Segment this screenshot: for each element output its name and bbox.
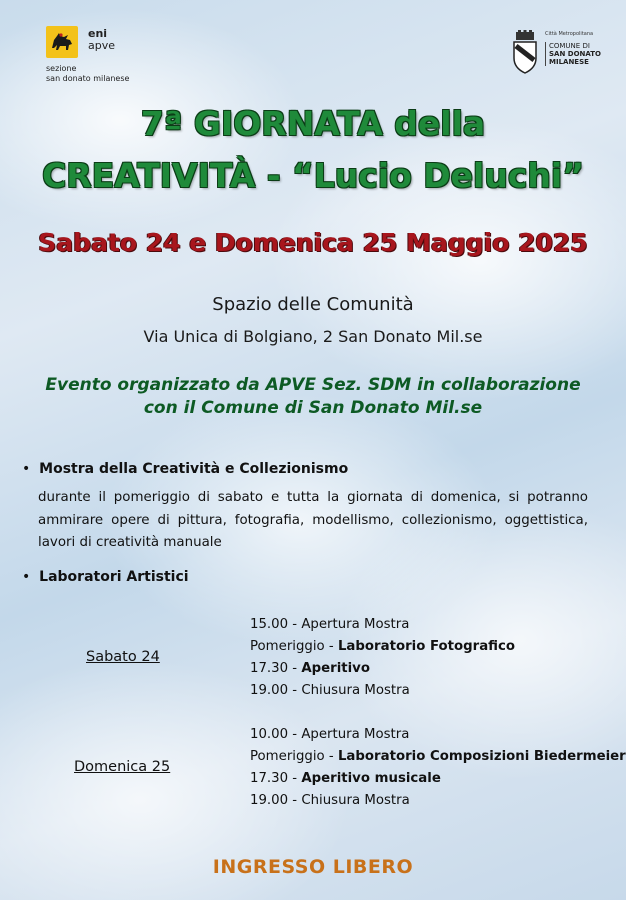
schedule-time: 19.00 -: [250, 683, 298, 698]
sponsor-brand-line2: apve: [88, 39, 116, 52]
eni-dog-logo-icon: [46, 26, 78, 58]
comune-name: [545, 42, 601, 66]
labs-bullet: [22, 569, 189, 585]
sponsor-brand: [88, 28, 115, 52]
schedule-time: Pomeriggio -: [250, 749, 334, 764]
event-dates: Sabato 24 e Domenica 25 Maggio 2025: [38, 228, 588, 257]
schedule-event: Laboratorio Fotografico: [337, 639, 516, 654]
schedule-row: [250, 636, 515, 658]
saturday-label: Sabato 24: [86, 649, 160, 665]
sponsor-sub-line1: sezione: [46, 64, 77, 73]
schedule-event: Apertura Mostra: [301, 727, 410, 742]
title-line2: CREATIVITÀ - “Lucio Deluchi”: [42, 156, 584, 195]
sponsor-sub-line2: san donato milanese: [46, 74, 130, 83]
sunday-schedule: [250, 724, 626, 812]
bullet-dot: •: [22, 461, 40, 477]
schedule-time: 10.00 -: [250, 727, 298, 742]
schedule-row: [250, 658, 515, 680]
comune-crest-icon: [512, 30, 538, 74]
venue: Spazio delle Comunità: [212, 294, 414, 315]
comune-line2: SAN DONATO: [549, 50, 601, 58]
exhibition-title: Mostra della Creatività e Collezionismo: [39, 461, 349, 477]
saturday-schedule: [250, 614, 515, 702]
schedule-event: Laboratorio Composizioni Biedermeier: [337, 749, 626, 764]
exhibition-bullet: [22, 461, 348, 477]
bullet-dot: •: [22, 569, 40, 585]
schedule-row: [250, 614, 515, 636]
exhibition-description: durante il pomeriggio di sabato e tutta la giornata di domenica, si potranno ammirare opere di pittura, fotografia, modellismo, collezionismo, oggettistica, lavori di creatività manuale: [38, 490, 588, 550]
schedule-row: [250, 680, 515, 702]
schedule-time: 19.00 -: [250, 793, 298, 808]
sponsor-sub: [46, 64, 129, 84]
schedule-event: Chiusura Mostra: [301, 793, 410, 808]
address: Via Unica di Bolgiano, 2 San Donato Mil.se: [143, 327, 483, 346]
schedule-row: [250, 768, 626, 790]
comune-line3: MILANESE: [549, 58, 589, 66]
schedule-time: 17.30 -: [250, 771, 298, 786]
schedule-event: Chiusura Mostra: [301, 683, 410, 698]
schedule-event: Apertura Mostra: [301, 617, 410, 632]
schedule-event: Aperitivo musicale: [301, 771, 441, 786]
organizer-line1: Evento organizzato da APVE Sez. SDM in collaborazione: [45, 375, 581, 395]
schedule-time: 15.00 -: [250, 617, 298, 632]
organizer-line2: con il Comune di San Donato Mil.se: [143, 398, 483, 418]
schedule-time: Pomeriggio -: [250, 639, 334, 654]
schedule-row: [250, 790, 626, 812]
labs-title: Laboratori Artistici: [39, 569, 189, 585]
sponsor-brand-line1: eni: [88, 27, 108, 40]
schedule-time: 17.30 -: [250, 661, 298, 676]
schedule-row: [250, 724, 626, 746]
comune-line1: COMUNE DI: [549, 42, 590, 50]
free-entry: INGRESSO LIBERO: [212, 856, 414, 878]
schedule-row: [250, 746, 626, 768]
title-line1: 7ª GIORNATA della: [140, 104, 486, 143]
organizer: [0, 374, 626, 420]
sunday-label: Domenica 25: [74, 759, 171, 775]
comune-small-text: Città Metropolitana: [545, 31, 594, 37]
schedule-event: Aperitivo: [301, 661, 370, 676]
